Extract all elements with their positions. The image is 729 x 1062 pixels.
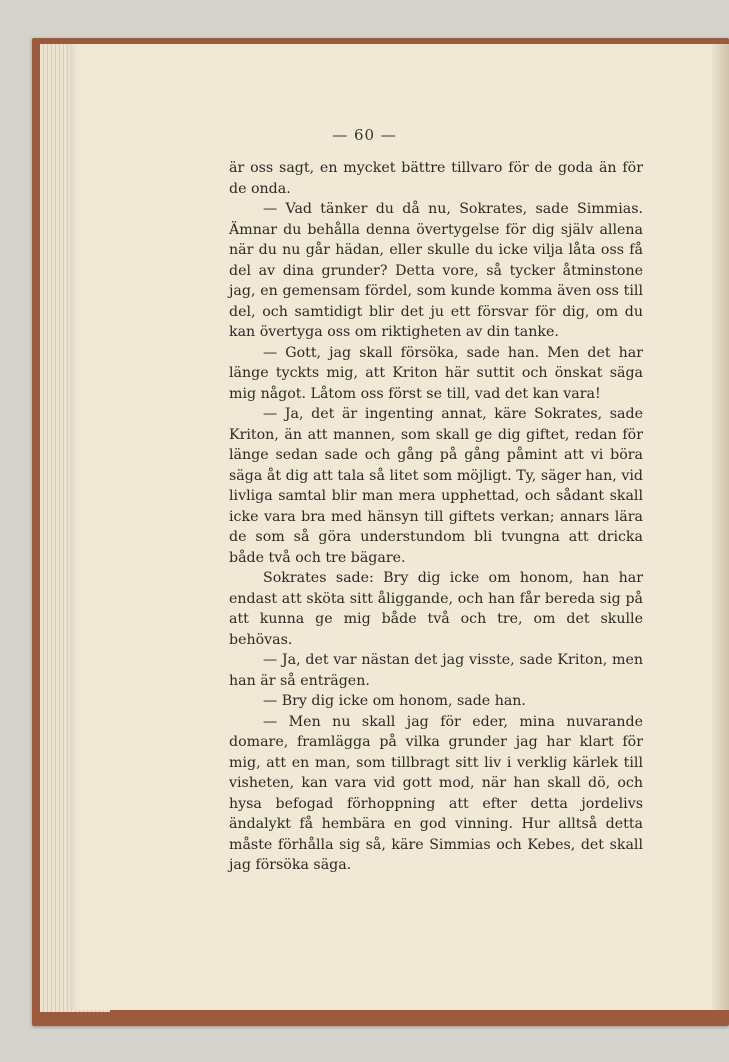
paragraph: — Vad tänker du då nu, Sokrates, sade Simmias. Ämnar du behålla denna övertygelse för dig själv allena när du nu går hädan, eller skulle du icke vilja låta oss få del av dina grunder? Detta vore, så tycker åtminstone jag, en gemensam fördel, som kunde komma även oss till del, och samtidigt blir det ju ett försvar för dig, om du kan övertyga oss om riktigheten av din tanke. (229, 201, 643, 340)
next-page-edge (712, 44, 729, 1010)
page-text (229, 158, 643, 876)
paragraph: — Bry dig icke om honom, sade han. (263, 693, 526, 709)
paragraph: — Ja, det är ingenting annat, käre Sokrates, sade Kriton, än att mannen, som skall ge dig giftet, redan för länge sedan sade och gång på gång påmint att vi böra säga åt dig att tala så litet som möjligt. Ty, säger han, vid livliga samtal blir man mera upphettad, och sådant skall icke vara bra med hänsyn till giftets verkan; annars lära de som så göra understundom bli tvungna att dricka både två och tre bägare. (229, 406, 643, 566)
paragraph: — Gott, jag skall försöka, sade han. Men det har länge tyckts mig, att Kriton här suttit och önskat säga mig något. Låtom oss först se till, vad det kan vara! (229, 344, 643, 402)
paragraph: Sokrates sade: Bry dig icke om honom, han har endast att sköta sitt åliggande, och han får bereda sig på att kunna ge mig både två och tre, om det skulle behövas. (229, 570, 643, 648)
paragraph: — Ja, det var nästan det jag visste, sade Kriton, men han är så enträgen. (229, 652, 643, 689)
paragraph: — Men nu skall jag för eder, mina nuvarande domare, framlägga på vilka grunder jag har klart för mig, att en man, som tillbragt sitt liv i verklig kärlek till visheten, kan vara vid gott mod, när han skall dö, och hysa befogad förhoppning att efter detta jordelivs ändalykt få hembära en god vinning. Hur alltså detta måste förhålla sig så, käre Simmias och Kebes, det skall jag försöka säga. (229, 713, 643, 873)
paragraph: är oss sagt, en mycket bättre tillvaro för de goda än för de onda. (229, 160, 643, 197)
page-number: — 60 — (332, 126, 397, 144)
